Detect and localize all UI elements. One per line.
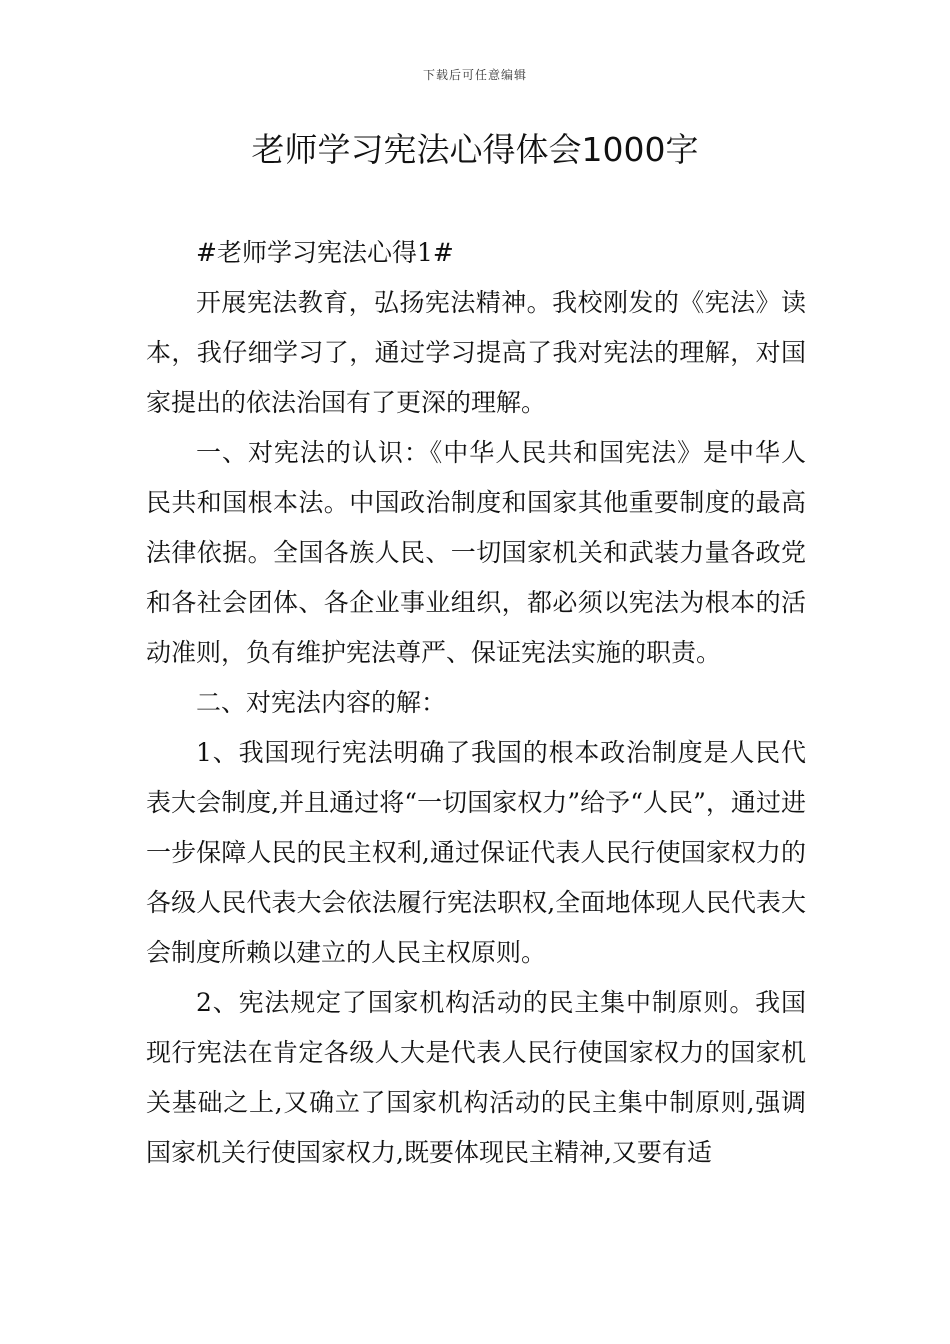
- document-title: 老师学习宪法心得体会1000字: [251, 130, 699, 169]
- paragraph-understanding: 一、对宪法的认识：《中华人民共和国宪法》是中华人民共和国根本法。中国政治制度和国家其他重要制度的最高法律依据。全国各族人民、一切国家机关和武装力量各政党和各社会团体、各企业事业组织，都必须以宪法为根本的活动准则，负有维护宪法尊严、保证宪法实施的职责。: [146, 438, 806, 667]
- section-heading-1: #老师学习宪法心得1#: [196, 238, 454, 267]
- header-note: 下载后可任意编辑: [422, 68, 527, 82]
- paragraph-intro: 开展宪法教育，弘扬宪法精神。我校刚发的《宪法》读本，我仔细学习了，通过学习提高了我对宪法的理解，对国家提出的依法治国有了更深的理解。: [146, 288, 806, 417]
- paragraph-point-1: 1、我国现行宪法明确了我国的根本政治制度是人民代表大会制度,并且通过将“一切国家权力”给予“人民”，通过进一步保障人民的民主权利,通过保证代表人民行使国家权力的各级人民代表大会依法履行宪法职权,全面地体现人民代表大会制度所赖以建立的人民主权原则。: [146, 738, 806, 967]
- document-body: [146, 228, 806, 1178]
- paragraph-content-heading: 二、对宪法内容的解：: [196, 688, 447, 717]
- paragraph-point-2: 2、宪法规定了国家机构活动的民主集中制原则。我国现行宪法在肯定各级人大是代表人民行使国家权力的国家机关基础之上,又确立了国家机构活动的民主集中制原则,强调国家机关行使国家权力,既要体现民主精神,又要有适: [146, 988, 806, 1167]
